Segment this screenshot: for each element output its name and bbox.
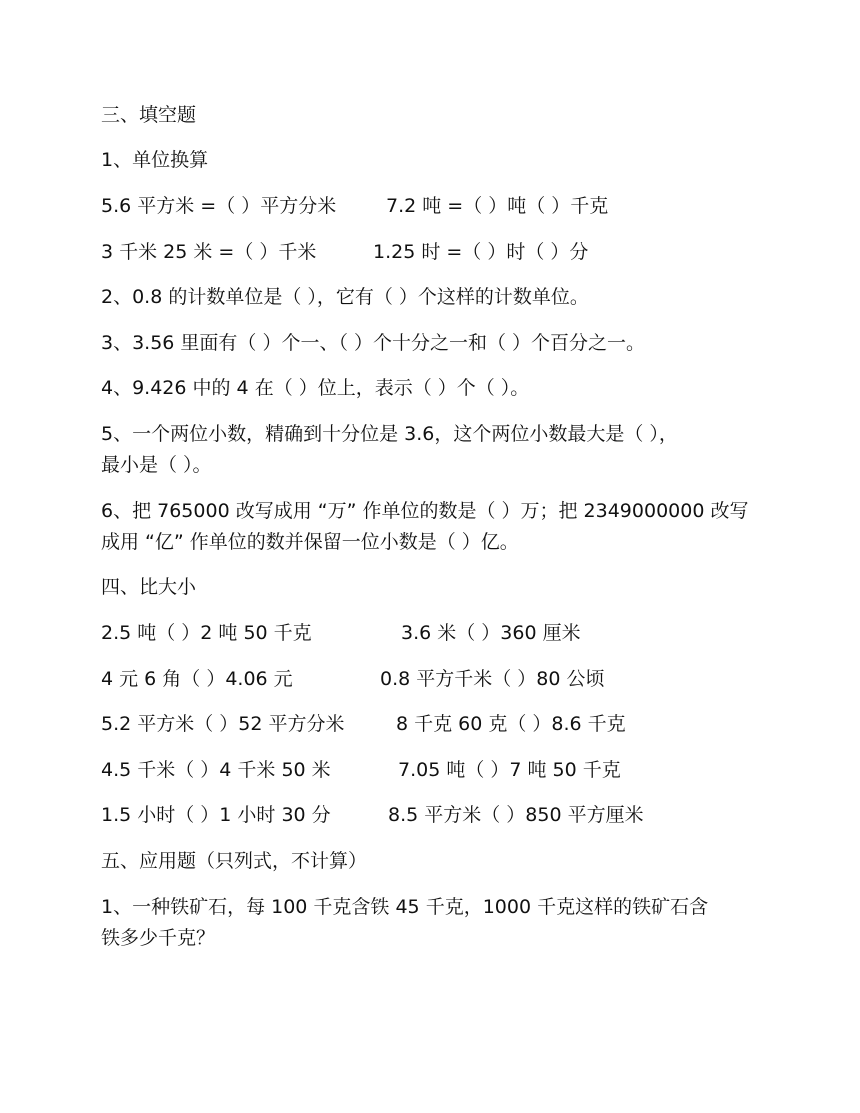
compare-row-1-right: 3.6 米（ ）360 厘米 [401, 622, 581, 644]
q6-line2: 成用 “亿” 作单位的数并保留一位小数是（ ）亿。 [101, 531, 519, 553]
compare-row-5-left: 1.5 小时（ ）1 小时 30 分 [101, 804, 331, 826]
compare-row-3-right: 8 千克 60 克（ ）8.6 千克 [396, 713, 626, 735]
q3-text: 3、3.56 里面有（ ）个一、（ ）个十分之一和（ ）个百分之一。 [101, 332, 646, 354]
q4-text: 4、9.426 中的 4 在（ ）位上，表示（ ）个（ ）。 [101, 377, 530, 399]
section3-heading: 三、填空题 [101, 104, 197, 126]
q1-row1-right: 7.2 吨 =（ ）吨（ ）千克 [386, 195, 609, 217]
q5-line2: 最小是（ ）。 [101, 454, 212, 476]
app-q1-line2: 铁多少千克？ [101, 927, 216, 949]
compare-row-3-left: 5.2 平方米（ ）52 平方分米 [101, 713, 345, 735]
section5-heading: 五、应用题（只列式，不计算） [101, 850, 368, 872]
q1-row2-left: 3 千米 25 米 =（ ）千米 [101, 241, 317, 263]
q5-line1: 5、一个两位小数，精确到十分位是 3.6，这个两位小数最大是（ ）， [101, 423, 678, 445]
q1-title: 1、单位换算 [101, 149, 209, 171]
compare-row-2-right: 0.8 平方千米（ ）80 公顷 [380, 668, 605, 690]
app-q1-line1: 1、一种铁矿石，每 100 千克含铁 45 千克，1000 千克这样的铁矿石含 [101, 896, 709, 918]
q1-row2-right: 1.25 时 =（ ）时（ ）分 [373, 241, 589, 263]
compare-row-5-right: 8.5 平方米（ ）850 平方厘米 [388, 804, 644, 826]
compare-row-1-left: 2.5 吨（ ）2 吨 50 千克 [101, 622, 312, 644]
q1-row1-left: 5.6 平方米 =（ ）平方分米 [101, 195, 337, 217]
compare-row-2-left: 4 元 6 角（ ）4.06 元 [101, 668, 293, 690]
compare-row-4-right: 7.05 吨（ ）7 吨 50 千克 [398, 759, 621, 781]
q6-line1: 6、把 765000 改写成用 “万” 作单位的数是（ ）万；把 2349000000 改写 [101, 500, 749, 522]
compare-row-4-left: 4.5 千米（ ）4 千米 50 米 [101, 759, 331, 781]
q2-text: 2、0.8 的计数单位是（ ），它有（ ）个这样的计数单位。 [101, 286, 589, 308]
section4-heading: 四、比大小 [101, 576, 197, 598]
